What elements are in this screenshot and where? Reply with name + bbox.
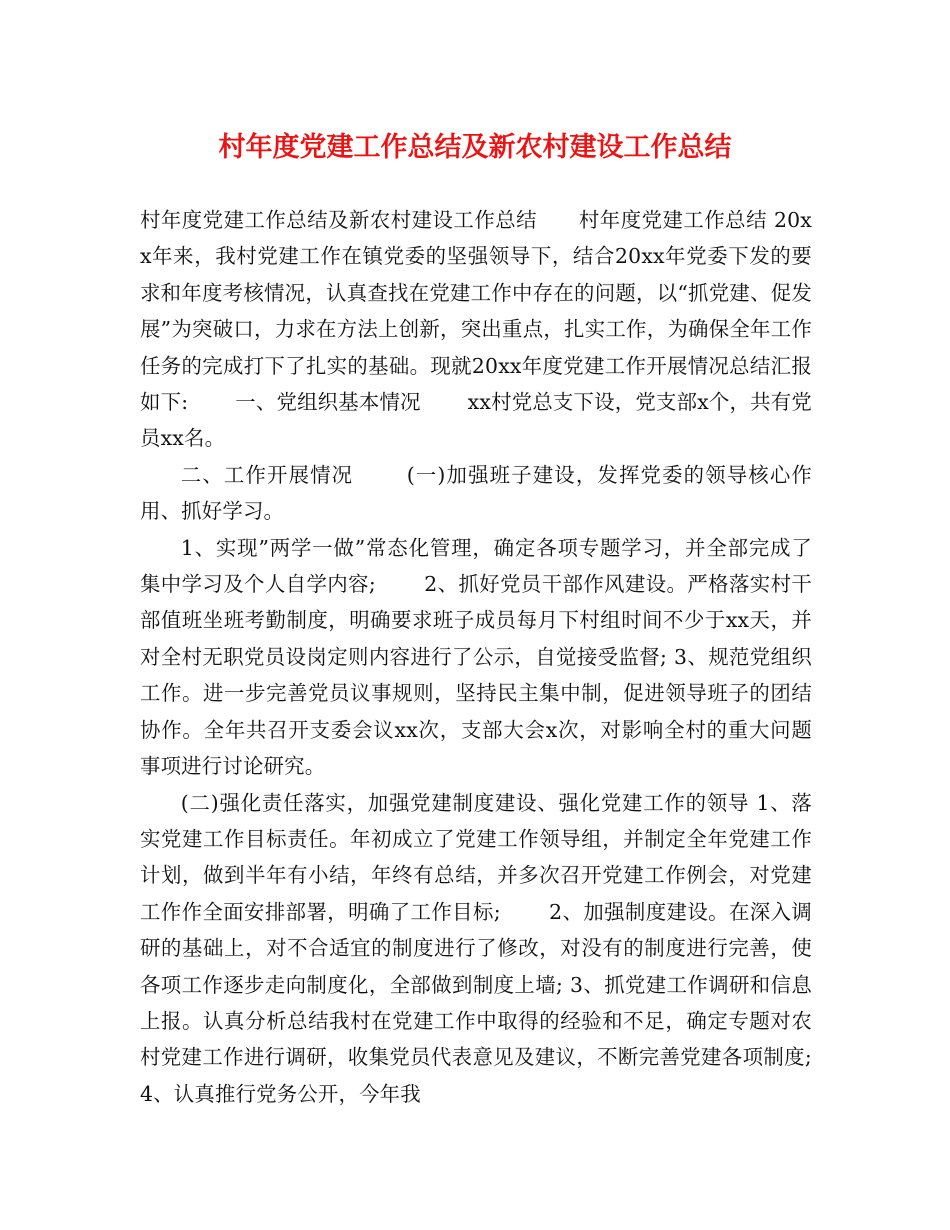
- paragraph-1: 村年度党建工作总结及新农村建设工作总结 村年度党建工作总结 20xx年来，我村党建工作在镇党委的坚强领导下，结合20xx年党委下发的要求和年度考核情况，认真查找在党建工作中存在的问题，以“抓党建、促发展”为突破口，力求在方法上创新，突出重点，扎实工作，为确保全年工作任务的完成打下了扎实的基础。现就20xx年度党建工作开展情况总结汇报如下: 一、党组织基本情况 xx村党总支下设，党支部x个，共有党员xx名。: [140, 208, 812, 451]
- document-body: [140, 202, 859, 1112]
- paragraph-2: 二、工作开展情况 (一)加强班子建设，发挥党委的领导核心作用、抓好学习。: [140, 462, 812, 524]
- paragraph-4: (二)强化责任落实，加强党建制度建设、强化党建工作的领导 1、落实党建工作目标责任。年初成立了党建工作领导组，并制定全年党建工作计划，做到半年有小结，年终有总结，并多次召开党建工作例会，对党建工作作全面安排部署，明确了工作目标; 2、加强制度建设。在深入调研的基础上，对不合适宜的制度进行了修改，对没有的制度进行完善，使各项工作逐步走向制度化，全部做到制度上墙; 3、抓党建工作调研和信息上报。认真分析总结我村在党建工作中取得的经验和不足，确定专题对农村党建工作进行调研，收集党员代表意见及建议，不断完善党建各项制度; 4、认真推行党务公开，今年我: [140, 790, 859, 1106]
- paragraph-3: 1、实现”两学一做”常态化管理，确定各项专题学习，并全部完成了集中学习及个人自学内容; 2、抓好党员干部作风建设。严格落实村干部值班坐班考勤制度，明确要求班子成员每月下村组时间不少于xx天，并对全村无职党员设岗定则内容进行了公示，自觉接受监督; 3、规范党组织工作。进一步完善党员议事规则，坚持民主集中制，促进领导班子的团结协作。全年共召开支委会议xx次，支部大会x次，对影响全村的重大问题事项进行讨论研究。: [140, 535, 812, 779]
- document-title: 村年度党建工作总结及新农村建设工作总结: [218, 132, 732, 163]
